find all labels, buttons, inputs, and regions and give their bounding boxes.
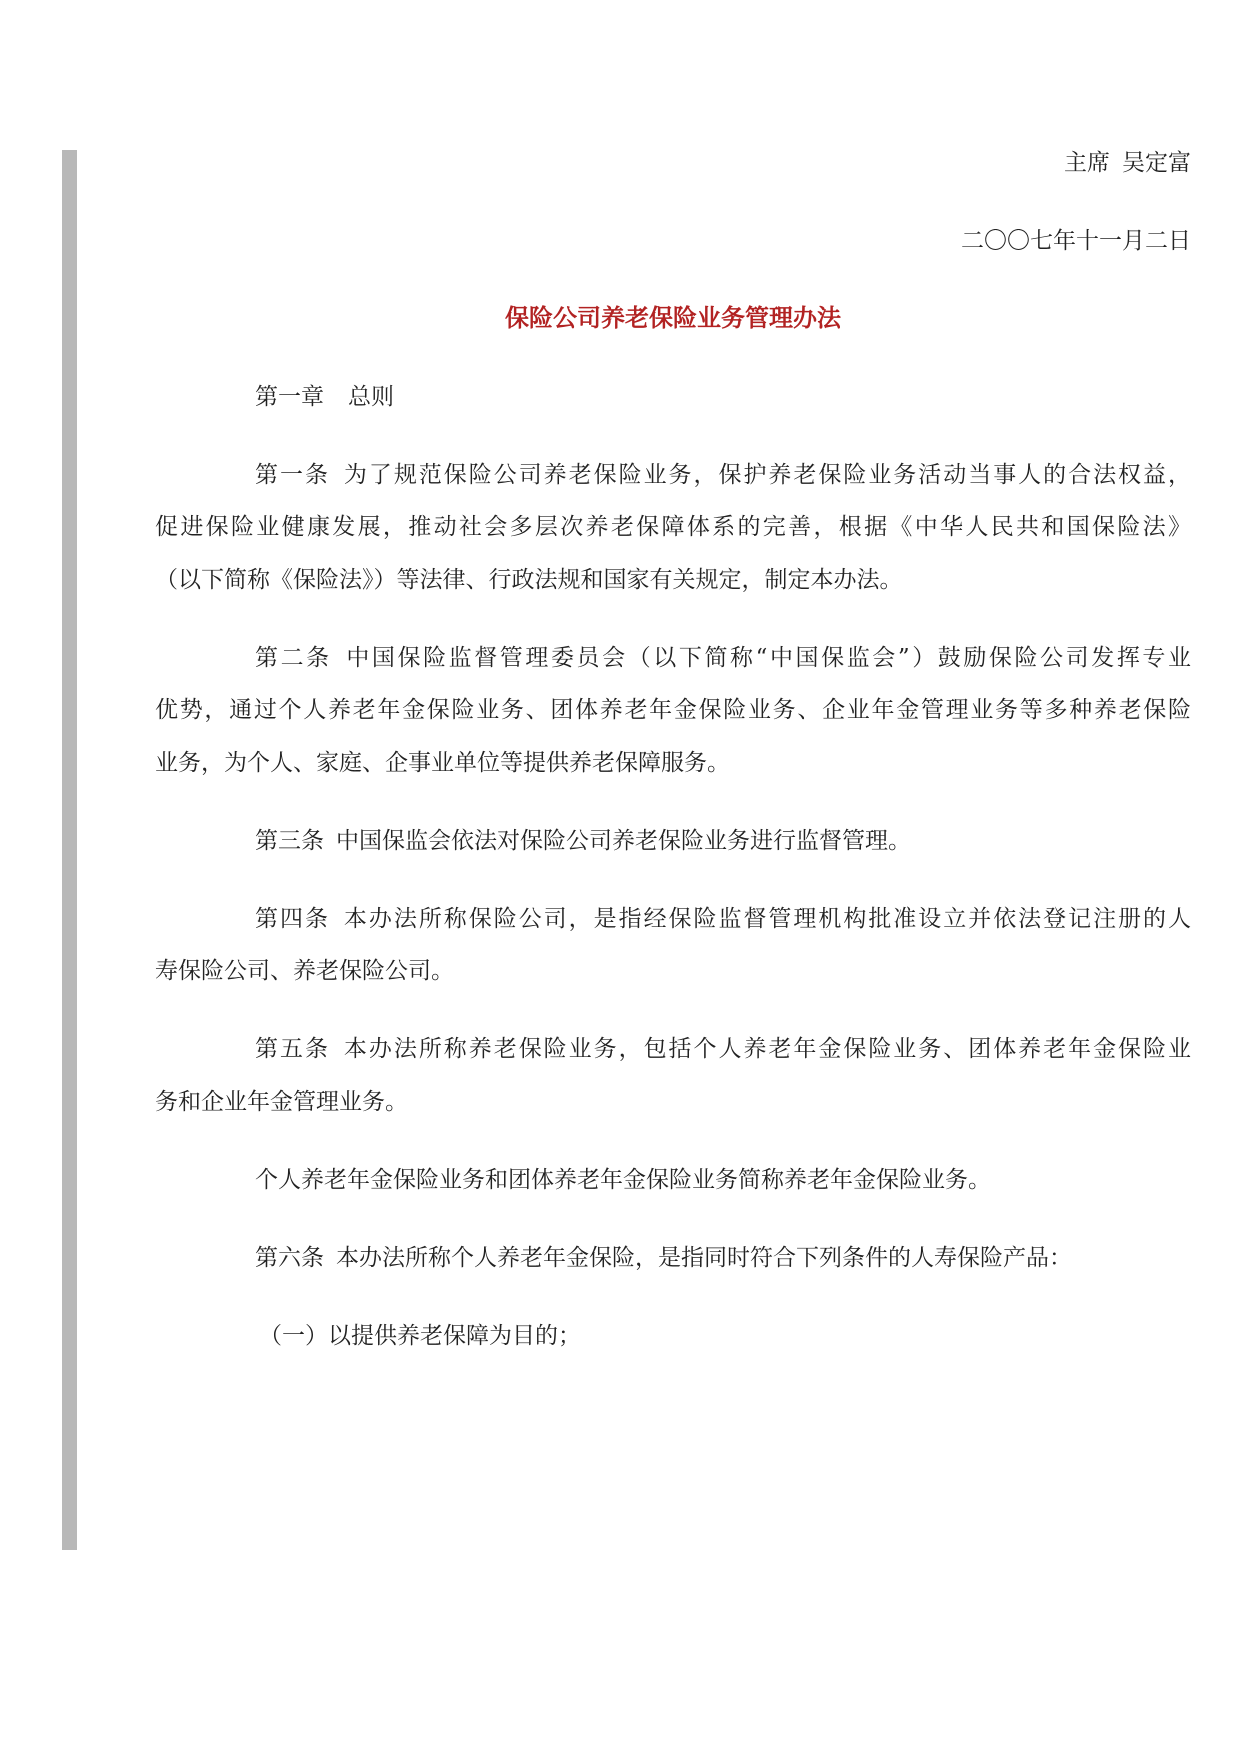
article-3-text: 中国保监会依法对保险公司养老保险业务进行监督管理。	[336, 828, 911, 854]
article-2-text: 中国保险监督管理委员会（以下简称“中国保监会”）鼓励保险公司发挥专业	[343, 645, 1191, 671]
article-1-line-1	[155, 460, 1191, 490]
article-1-label: 第一条	[255, 462, 330, 488]
article-4-line-1	[155, 904, 1191, 934]
article-4-label: 第四条	[255, 906, 330, 932]
document-page	[155, 0, 1191, 1754]
article-6-item-1: （一）以提供养老保障为目的；	[259, 1323, 581, 1349]
article-6-label: 第六条	[255, 1245, 324, 1271]
article-6-line-1	[155, 1243, 1191, 1273]
margin-bar	[62, 150, 77, 1550]
article-1-text: 为了规范保险公司养老保险业务，保护养老保险业务活动当事人的合法权益，	[341, 462, 1192, 488]
chapter-heading	[155, 382, 1191, 412]
article-5-text: 本办法所称养老保险业务，包括个人养老年金保险业务、团体养老年金保险业	[341, 1036, 1192, 1062]
article-1-line-2: 促进保险业健康发展，推动社会多层次养老保障体系的完善，根据《中华人民共和国保险法》	[155, 514, 1191, 540]
article-4-line-2: 寿保险公司、养老保险公司。	[155, 958, 454, 984]
article-6-text: 本办法所称个人养老年金保险，是指同时符合下列条件的人寿保险产品：	[336, 1245, 1072, 1271]
article-2-line-1	[155, 643, 1191, 673]
article-3-line-1	[155, 826, 1191, 856]
article-4-text: 本办法所称保险公司，是指经保险监督管理机构批准设立并依法登记注册的人	[341, 906, 1192, 932]
article-5-label: 第五条	[255, 1036, 330, 1062]
chapter-number: 第一章	[255, 384, 324, 410]
document-title: 保险公司养老保险业务管理办法	[505, 303, 841, 332]
signature-name: 吴定富	[1122, 150, 1191, 176]
signature-title: 主席	[1064, 150, 1110, 176]
article-1-line-3: （以下简称《保险法》）等法律、行政法规和国家有关规定，制定本办法。	[155, 567, 903, 593]
chapter-name: 总则	[348, 384, 394, 410]
signature-date: 二〇〇七年十一月二日	[961, 228, 1191, 254]
article-3-label: 第三条	[255, 828, 324, 854]
article-5-line-2: 务和企业年金管理业务。	[155, 1089, 408, 1115]
article-5-line-1	[155, 1034, 1191, 1064]
article-5-note: 个人养老年金保险业务和团体养老年金保险业务简称养老年金保险业务。	[255, 1167, 991, 1193]
article-2-label: 第二条	[255, 645, 332, 671]
article-2-line-3: 业务，为个人、家庭、企事业单位等提供养老保障服务。	[155, 750, 730, 776]
article-2-line-2: 优势，通过个人养老年金保险业务、团体养老年金保险业务、企业年金管理业务等多种养老保险	[155, 697, 1191, 723]
signature-line	[155, 148, 1191, 178]
